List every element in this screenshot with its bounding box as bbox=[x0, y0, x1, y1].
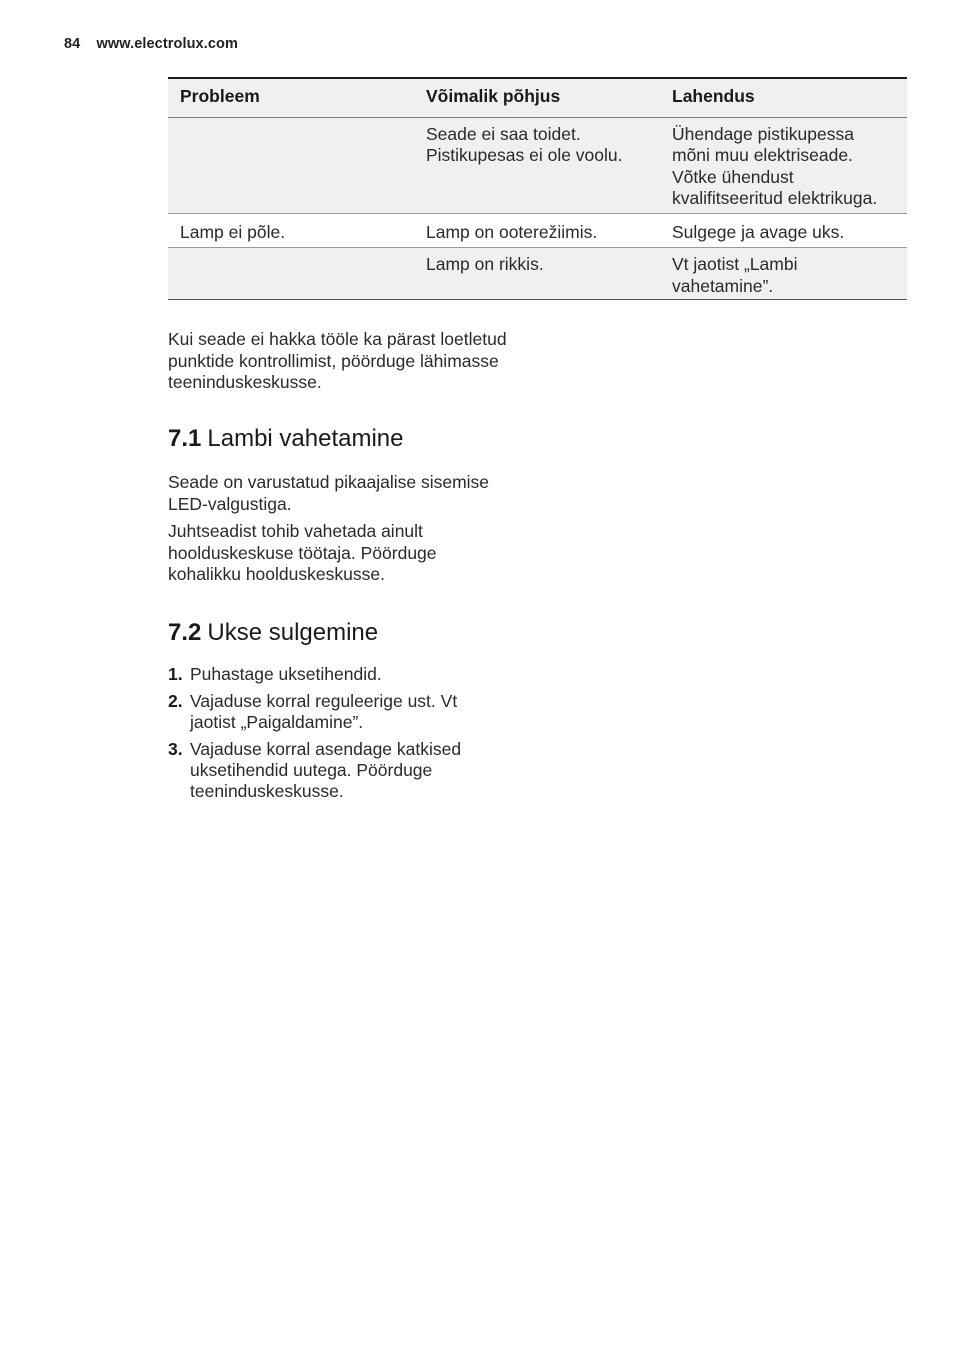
section-7-1-body bbox=[168, 472, 548, 592]
section-number: 7.2 bbox=[168, 619, 202, 646]
table-row bbox=[168, 117, 907, 213]
page-number: 84 bbox=[64, 36, 81, 52]
solution-cell: Ühendage pistikupessa mõni muu elektriseade. Võtke ühendust kvalifitseeritud elektrikuga. bbox=[660, 117, 907, 213]
section-number: 7.1 bbox=[168, 425, 202, 452]
table-header-row bbox=[168, 78, 907, 117]
cause-cell: Lamp on ooterežiimis. bbox=[414, 213, 660, 248]
intro-paragraph: Kui seade ei hakka tööle ka pärast loetletud punktide kontrollimist, pöörduge lähimasse teeninduskeskusse. bbox=[168, 329, 507, 392]
steps-list bbox=[168, 664, 528, 808]
list-item: 1. Puhastage uksetihendid. bbox=[168, 664, 382, 684]
table-row bbox=[168, 248, 907, 300]
paragraph: Juhtseadist tohib vahetada ainult hoolduskeskuse töötaja. Pöörduge kohalikku hoolduskeskusse. bbox=[168, 521, 437, 584]
section-heading-7-1 bbox=[168, 425, 404, 453]
page-header bbox=[64, 36, 238, 52]
table-row bbox=[168, 213, 907, 248]
troubleshooting-table bbox=[168, 77, 907, 300]
problem-cell bbox=[168, 248, 414, 300]
list-item: 2. Vajaduse korral reguleerige ust. Vt jaotist „Paigaldamine”. bbox=[168, 691, 458, 732]
paragraph: Seade on varustatud pikaajalise sisemise LED-valgustiga. bbox=[168, 472, 490, 514]
section-title: Lambi vahetamine bbox=[207, 425, 404, 452]
cause-cell: Seade ei saa toidet. Pistikupesas ei ole voolu. bbox=[414, 117, 660, 213]
website-url: www.electrolux.com bbox=[96, 36, 238, 52]
solution-cell: Vt jaotist „Lambi vahetamine”. bbox=[660, 248, 907, 300]
cause-cell: Lamp on rikkis. bbox=[414, 248, 660, 300]
problem-cell bbox=[168, 117, 414, 213]
section-heading-7-2 bbox=[168, 619, 378, 647]
solution-cell: Sulgege ja avage uks. bbox=[660, 213, 907, 248]
problem-cell: Lamp ei põle. bbox=[168, 213, 414, 248]
section-title: Ukse sulgemine bbox=[207, 619, 379, 646]
column-header-problem: Probleem bbox=[168, 78, 414, 117]
column-header-cause: Võimalik põhjus bbox=[414, 78, 660, 117]
column-header-solution: Lahendus bbox=[660, 78, 907, 117]
list-item: 3. Vajaduse korral asendage katkised uksetihendid uutega. Pöörduge teeninduskeskusse. bbox=[168, 739, 462, 801]
